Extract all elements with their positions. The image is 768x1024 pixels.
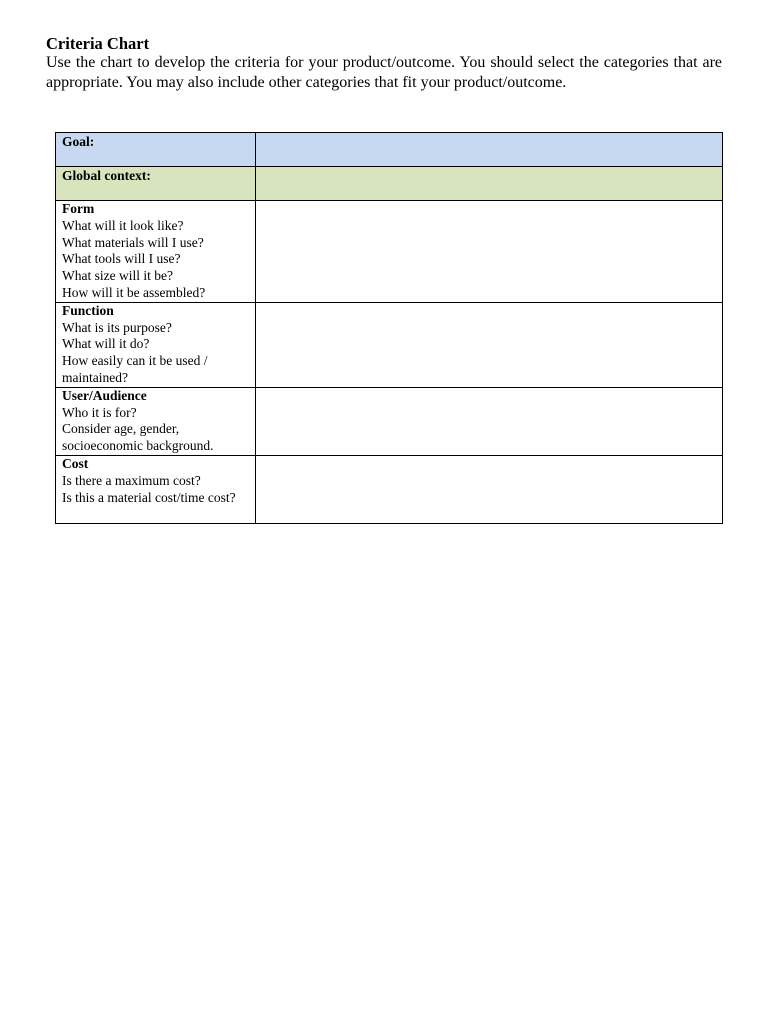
goal-label-cell	[56, 133, 256, 167]
user-audience-question: Who it is for?	[62, 404, 137, 420]
function-question: What will it do?	[62, 336, 150, 352]
form-question: What size will it be?	[62, 268, 173, 284]
cost-heading: Cost	[62, 455, 89, 471]
function-value-cell[interactable]	[256, 302, 723, 387]
form-question: How will it be assembled?	[62, 284, 206, 300]
function-row	[56, 302, 723, 387]
form-label-cell	[56, 201, 256, 303]
intro-paragraph: Use the chart to develop the criteria for your product/outcome. You should select the categories that are appropriate. You may also include other categories that fit your product/outcome.	[46, 54, 722, 91]
goal-label: Goal:	[62, 134, 95, 149]
form-value-cell[interactable]	[256, 201, 723, 303]
form-question: What will it look like?	[62, 217, 184, 233]
user-audience-row	[56, 387, 723, 455]
user-audience-value-cell[interactable]	[256, 387, 723, 455]
goal-row	[56, 133, 723, 167]
global-context-row	[56, 167, 723, 201]
form-row	[56, 201, 723, 303]
form-question: What materials will I use?	[62, 234, 204, 250]
function-question: How easily can it be used / maintained?	[62, 353, 208, 385]
goal-value-cell[interactable]	[256, 133, 723, 167]
page-title: Criteria Chart	[46, 34, 150, 53]
form-question: What tools will I use?	[62, 251, 181, 267]
cost-value-cell[interactable]	[256, 455, 723, 523]
global-context-label-cell	[56, 167, 256, 201]
cost-question: Is there a maximum cost?	[62, 472, 201, 488]
cost-label-cell	[56, 455, 256, 523]
form-heading: Form	[62, 201, 95, 216]
user-audience-heading: User/Audience	[62, 387, 147, 403]
function-label-cell	[56, 302, 256, 387]
function-heading: Function	[62, 302, 114, 318]
cost-row	[56, 455, 723, 523]
criteria-table	[55, 132, 723, 524]
global-context-label: Global context:	[62, 168, 151, 183]
user-audience-question: Consider age, gender, socioeconomic background.	[62, 421, 214, 454]
cost-question: Is this a material cost/time cost?	[62, 489, 236, 505]
user-audience-label-cell	[56, 387, 256, 455]
global-context-value-cell[interactable]	[256, 167, 723, 201]
function-question: What is its purpose?	[62, 319, 172, 335]
